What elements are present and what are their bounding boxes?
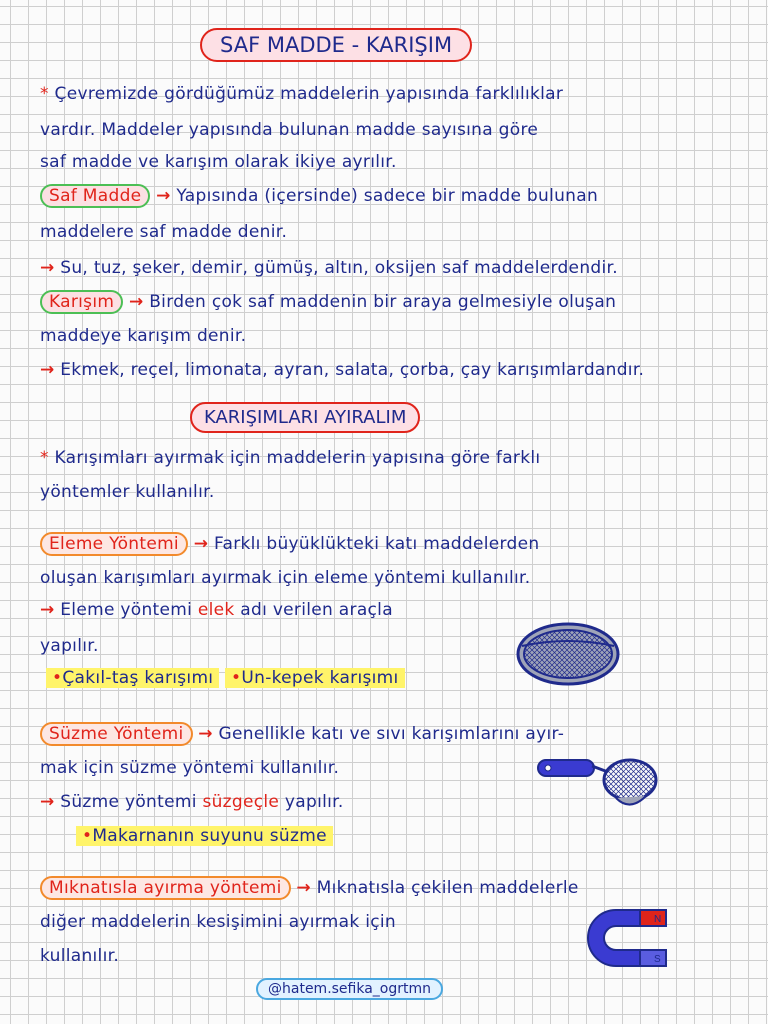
saf-madde-examples: → Su, tuz, şeker, demir, gümüş, altın, oksijen saf maddelerdendir. bbox=[40, 258, 618, 278]
karisim-examples: → Ekmek, reçel, limonata, ayran, salata, çorba, çay karışımlardandır. bbox=[40, 360, 645, 380]
suzgec-word: süzgeçle bbox=[202, 792, 280, 812]
arrow-icon: → bbox=[40, 258, 55, 278]
arrow-icon: → bbox=[40, 600, 55, 620]
ayirma-intro-line-1: * Karışımları ayırmak için maddelerin yapısına göre farklı bbox=[40, 448, 541, 468]
arrow-icon: → bbox=[40, 792, 55, 812]
page-title-text: SAF MADDE - KARIŞIM bbox=[220, 33, 453, 57]
intro-line-1: * Çevremizde gördüğümüz maddelerin yapısında farklılıklar bbox=[40, 84, 564, 104]
eleme-example-2: •Un-kepek karışımı bbox=[225, 668, 405, 688]
miknatis-line-2: diğer maddelerin kesişimini ayırmak için bbox=[40, 912, 396, 932]
magnet-icon bbox=[580, 906, 674, 970]
elek-word: elek bbox=[197, 600, 235, 620]
page-title bbox=[200, 28, 472, 62]
suzme-line-2: mak için süzme yöntemi kullanılır. bbox=[40, 758, 340, 778]
magnet-pole-s: S bbox=[654, 954, 661, 965]
suzme-line-3: → Süzme yöntemi süzgeçle yapılır. bbox=[40, 792, 344, 812]
asterisk-icon: * bbox=[40, 448, 49, 468]
asterisk-icon: * bbox=[40, 84, 49, 104]
arrow-icon: → bbox=[296, 878, 311, 898]
karisim-definition-line-2: maddeye karışım denir. bbox=[40, 326, 247, 346]
suzme-yontemi-tag: Süzme Yöntemi bbox=[40, 722, 193, 746]
intro-line-3: saf madde ve karışım olarak ikiye ayrılır. bbox=[40, 152, 397, 172]
suzme-line-1: Süzme Yöntemi → Genellikle katı ve sıvı karışımlarını ayır- bbox=[40, 722, 564, 746]
karisim-definition-line-1: Karışım → Birden çok saf maddenin bir araya gelmesiyle oluşan bbox=[40, 290, 616, 314]
arrow-icon: → bbox=[128, 292, 144, 312]
karisim-tag: Karışım bbox=[40, 290, 123, 314]
sieve-icon bbox=[512, 610, 624, 692]
arrow-icon: → bbox=[40, 360, 55, 380]
eleme-example-1: •Çakıl-taş karışımı bbox=[46, 668, 219, 688]
intro-line-2: vardır. Maddeler yapısında bulunan madde sayısına göre bbox=[40, 120, 539, 140]
eleme-line-4: yapılır. bbox=[40, 636, 99, 656]
eleme-line-1: Eleme Yöntemi → Farklı büyüklükteki katı maddelerden bbox=[40, 532, 539, 556]
saf-madde-definition-line-2: maddelere saf madde denir. bbox=[40, 222, 288, 242]
saf-madde-tag: Saf Madde bbox=[40, 184, 150, 208]
saf-madde-definition-line-1: Saf Madde → Yapısında (içersinde) sadece bir madde bulunan bbox=[40, 184, 598, 208]
ayirma-intro-line-2: yöntemler kullanılır. bbox=[40, 482, 215, 502]
section-title-karisimlari-ayiralim: KARIŞIMLARI AYIRALIM bbox=[190, 402, 420, 433]
strainer-icon bbox=[536, 754, 660, 816]
magnet-pole-n: N bbox=[654, 914, 662, 925]
eleme-examples bbox=[46, 668, 405, 688]
eleme-line-2: oluşan karışımları ayırmak için eleme yöntemi kullanılır. bbox=[40, 568, 531, 588]
author-handle: @hatem.sefika_ogrtmn bbox=[256, 978, 443, 1000]
arrow-icon: → bbox=[193, 534, 209, 554]
miknatis-line-3: kullanılır. bbox=[40, 946, 120, 966]
eleme-line-3: → Eleme yöntemi elek adı verilen araçla bbox=[40, 600, 393, 620]
suzme-example: •Makarnanın suyunu süzme bbox=[76, 826, 333, 846]
miknatisla-ayirma-tag: Mıknatısla ayırma yöntemi bbox=[40, 876, 291, 900]
arrow-icon: → bbox=[198, 724, 213, 744]
arrow-icon: → bbox=[156, 186, 171, 206]
eleme-yontemi-tag: Eleme Yöntemi bbox=[40, 532, 188, 556]
miknatis-line-1: Mıknatısla ayırma yöntemi → Mıknatısla çekilen maddelerle bbox=[40, 876, 579, 900]
